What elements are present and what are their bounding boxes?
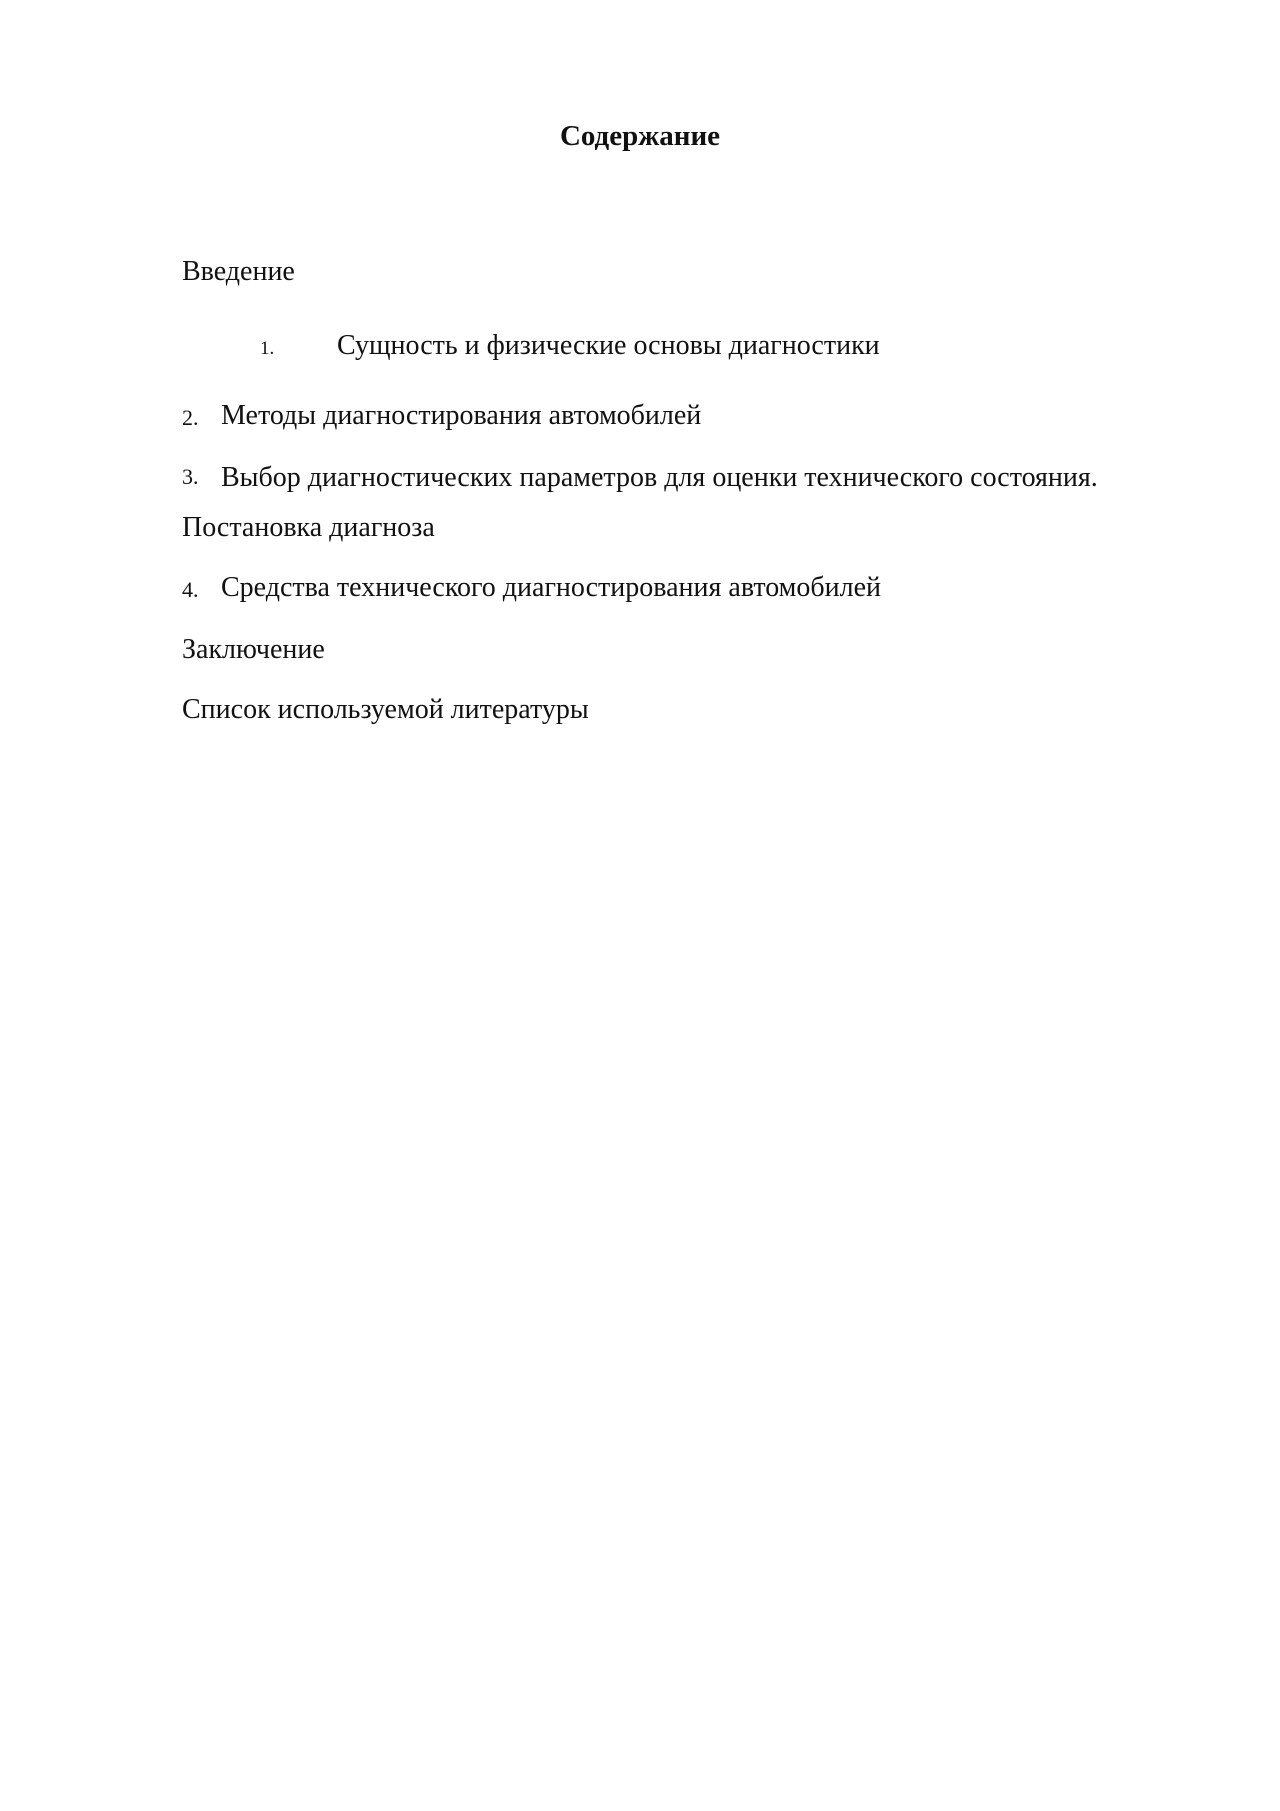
- toc-entry-references: Список используемой литературы: [182, 694, 589, 725]
- page-title: Содержание: [559, 120, 721, 152]
- toc-entry-3-continuation: Постановка диагноза: [182, 512, 435, 543]
- toc-entry-number-3: 3.: [182, 464, 199, 489]
- toc-entry-1: Сущность и физические основы диагностики: [337, 330, 880, 361]
- toc-entry-conclusion: Заключение: [182, 634, 325, 665]
- toc-entry-number-4: 4.: [182, 577, 199, 602]
- toc-entry-introduction: Введение: [182, 256, 295, 287]
- toc-entry-number-2: 2.: [182, 405, 199, 430]
- toc-entry-3: Выбор диагностических параметров для оценки технического состояния.: [221, 462, 1098, 493]
- toc-entry-number-1: 1.: [260, 338, 275, 359]
- toc-entry-2: Методы диагностирования автомобилей: [221, 400, 702, 431]
- toc-entry-4: Средства технического диагностирования автомобилей: [221, 572, 882, 603]
